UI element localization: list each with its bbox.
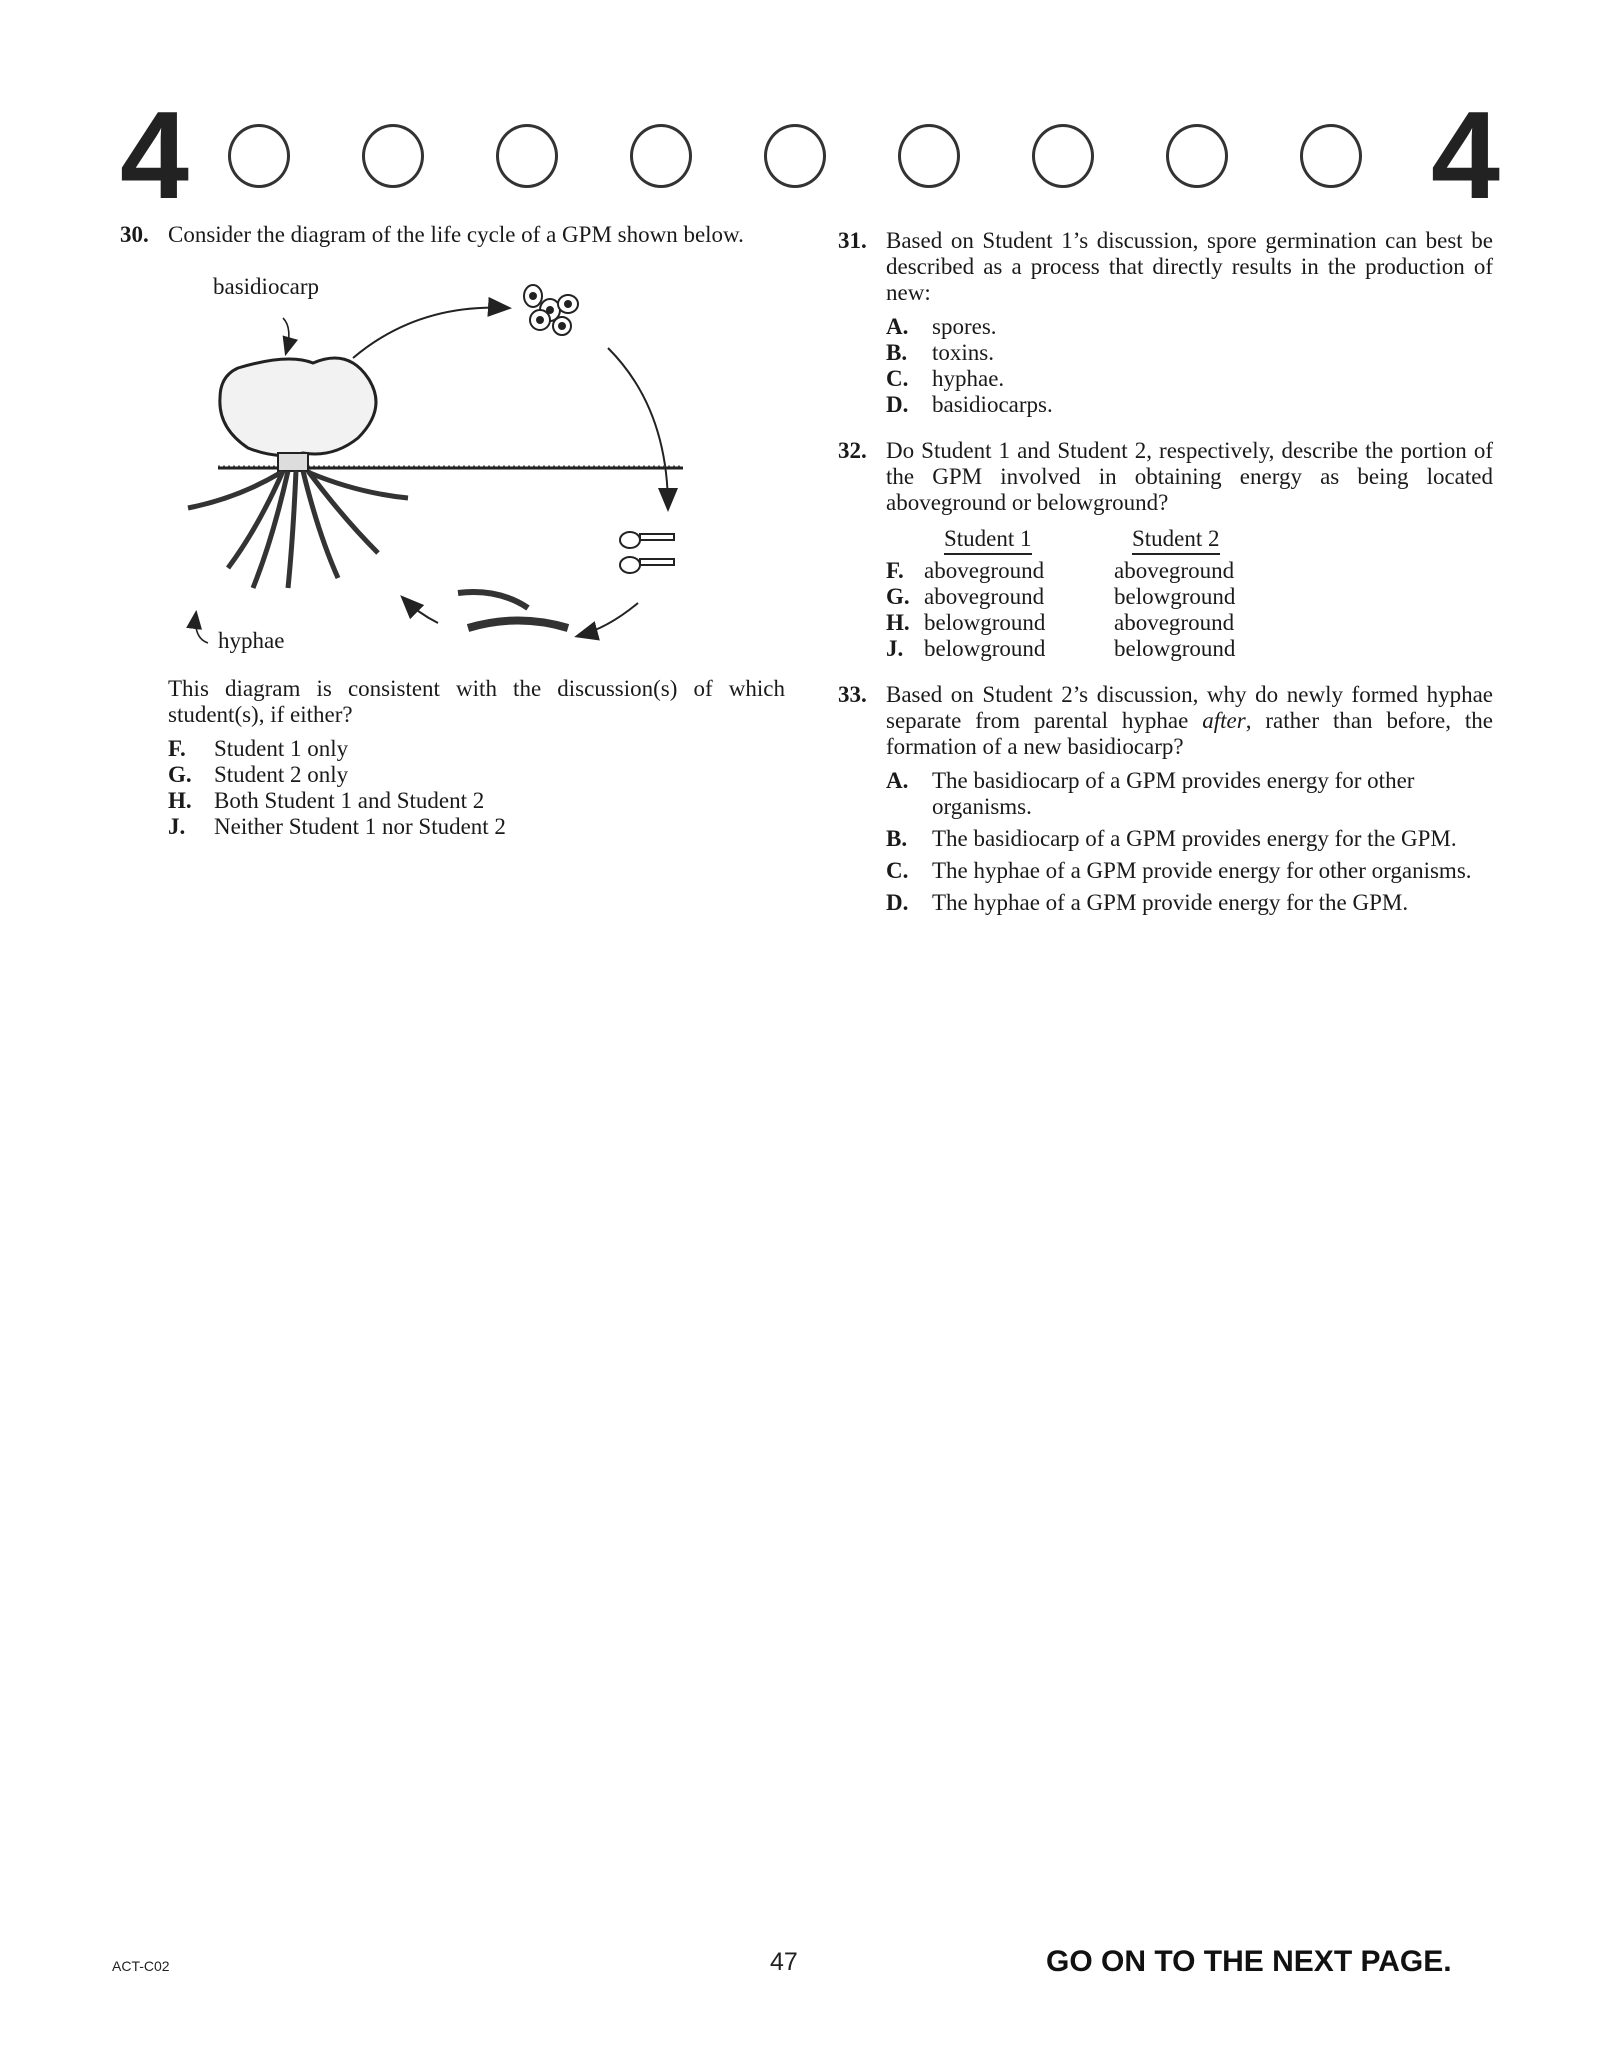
question-31 bbox=[838, 228, 1493, 418]
next-page-notice: GO ON TO THE NEXT PAGE. bbox=[1046, 1945, 1452, 1978]
option-text: Student 2 only bbox=[214, 762, 349, 787]
option-letter: C. bbox=[886, 858, 909, 883]
student-2-cell: aboveground bbox=[1114, 558, 1235, 583]
answer-option[interactable] bbox=[886, 340, 1493, 366]
answer-option[interactable] bbox=[168, 762, 785, 788]
answer-option[interactable] bbox=[886, 826, 1493, 852]
left-column bbox=[120, 222, 785, 860]
option-letter: F. bbox=[886, 558, 904, 583]
question-32 bbox=[838, 438, 1493, 662]
answer-options bbox=[168, 736, 785, 840]
arrow-to-spores bbox=[353, 308, 508, 358]
header-circle bbox=[898, 124, 960, 188]
student-1-cell: belowground bbox=[924, 610, 1046, 635]
option-letter: B. bbox=[886, 826, 908, 851]
option-letter: J. bbox=[886, 636, 904, 661]
option-letter: C. bbox=[886, 366, 909, 391]
header-circle bbox=[496, 124, 558, 188]
header-circle bbox=[1166, 124, 1228, 188]
section-number-right: 4 bbox=[1431, 87, 1500, 225]
question-33 bbox=[838, 682, 1493, 916]
option-text: The hyphae of a GPM provide energy for other organisms. bbox=[932, 858, 1472, 883]
mycelium bbox=[188, 471, 408, 588]
option-text: The basidiocarp of a GPM provides energy for other organisms. bbox=[932, 768, 1415, 819]
option-text: Neither Student 1 nor Student 2 bbox=[214, 814, 506, 839]
hyphae-label: hyphae bbox=[218, 628, 285, 653]
question-stem bbox=[886, 682, 1493, 760]
answer-options bbox=[886, 768, 1493, 916]
header-circles bbox=[228, 124, 1428, 194]
table-row[interactable] bbox=[886, 558, 1493, 584]
germinating-spores bbox=[620, 532, 674, 573]
question-number: 33. bbox=[838, 682, 867, 707]
option-text: Student 1 only bbox=[214, 736, 349, 761]
student-2-cell: belowground bbox=[1114, 584, 1236, 609]
basidiocarp-pointer bbox=[283, 318, 289, 353]
question-30-followup bbox=[120, 676, 785, 840]
life-cycle-figure bbox=[168, 268, 728, 668]
right-column bbox=[838, 228, 1493, 936]
answer-option[interactable] bbox=[886, 366, 1493, 392]
section-header bbox=[120, 87, 1500, 225]
option-text: spores. bbox=[932, 314, 997, 339]
student-1-cell: belowground bbox=[924, 636, 1046, 661]
student-2-cell: aboveground bbox=[1114, 610, 1235, 635]
basidiocarp-label: basidiocarp bbox=[213, 274, 320, 299]
question-30 bbox=[120, 222, 785, 248]
answer-option[interactable] bbox=[886, 890, 1493, 916]
option-letter: D. bbox=[886, 890, 909, 915]
option-letter: A. bbox=[886, 314, 909, 339]
answer-options bbox=[886, 314, 1493, 418]
spores bbox=[524, 285, 578, 335]
option-text: basidiocarps. bbox=[932, 392, 1053, 417]
answer-option[interactable] bbox=[886, 314, 1493, 340]
question-stem: Consider the diagram of the life cycle of a GPM shown below. bbox=[168, 222, 744, 247]
answer-option[interactable] bbox=[168, 736, 785, 762]
question-number: 30. bbox=[120, 222, 149, 247]
stem-emphasis: after bbox=[1202, 708, 1246, 733]
table-header bbox=[924, 526, 1493, 558]
section-number-left: 4 bbox=[120, 87, 189, 225]
arrow-to-mycelium bbox=[403, 598, 438, 623]
answer-option[interactable] bbox=[886, 768, 1493, 820]
header-circle bbox=[1032, 124, 1094, 188]
student-1-cell: aboveground bbox=[924, 558, 1045, 583]
arrow-to-germination bbox=[608, 348, 668, 508]
answer-option[interactable] bbox=[168, 814, 785, 840]
option-text: Both Student 1 and Student 2 bbox=[214, 788, 485, 813]
question-followup-text: This diagram is consistent with the discussion(s) of which student(s), if either? bbox=[168, 676, 785, 727]
table-row[interactable] bbox=[886, 584, 1493, 610]
answer-option[interactable] bbox=[886, 858, 1493, 884]
form-code: ACT-C02 bbox=[112, 1958, 170, 1974]
option-letter: J. bbox=[168, 814, 186, 839]
header-circle bbox=[630, 124, 692, 188]
table-row[interactable] bbox=[886, 636, 1493, 662]
column-header-student-2: Student 2 bbox=[1132, 526, 1220, 555]
question-number: 32. bbox=[838, 438, 867, 463]
header-circle bbox=[228, 124, 290, 188]
header-circle bbox=[362, 124, 424, 188]
answer-option[interactable] bbox=[886, 392, 1493, 418]
student-2-cell: belowground bbox=[1114, 636, 1236, 661]
option-letter: A. bbox=[886, 768, 909, 793]
option-letter: F. bbox=[168, 736, 186, 761]
column-header-student-1: Student 1 bbox=[944, 526, 1032, 555]
option-letter: D. bbox=[886, 392, 909, 417]
option-letter: H. bbox=[168, 788, 192, 813]
answer-option[interactable] bbox=[168, 788, 785, 814]
option-letter: G. bbox=[168, 762, 192, 787]
question-number: 31. bbox=[838, 228, 867, 253]
answer-table bbox=[886, 526, 1493, 662]
option-text: The basidiocarp of a GPM provides energy for the GPM. bbox=[932, 826, 1457, 851]
header-circle bbox=[1300, 124, 1362, 188]
option-text: The hyphae of a GPM provide energy for the GPM. bbox=[932, 890, 1409, 915]
stem-part: , rather than before, the formation of a new basidiocarp? bbox=[886, 708, 1494, 759]
question-stem: Based on Student 1’s discussion, spore germination can best be described as a process that directly results in the production of new: bbox=[886, 228, 1493, 305]
option-text: toxins. bbox=[932, 340, 994, 365]
stem-part: Based on Student 2’s discussion, why do newly formed hyphae separate from parental hyphae bbox=[886, 682, 1493, 733]
basidiocarp-shape bbox=[220, 358, 376, 456]
option-text: hyphae. bbox=[932, 366, 1005, 391]
stalk bbox=[278, 453, 308, 471]
young-hyphae bbox=[458, 592, 568, 628]
page-number: 47 bbox=[770, 1948, 798, 1976]
table-row[interactable] bbox=[886, 610, 1493, 636]
question-stem: Do Student 1 and Student 2, respectively, describe the portion of the GPM involved in obtaining energy as being located aboveground or belowground? bbox=[886, 438, 1493, 515]
life-cycle-diagram bbox=[168, 268, 728, 668]
option-letter: G. bbox=[886, 584, 910, 609]
arrow-to-hyphae bbox=[578, 603, 638, 636]
hyphae-pointer bbox=[196, 613, 209, 643]
student-1-cell: aboveground bbox=[924, 584, 1045, 609]
option-letter: B. bbox=[886, 340, 908, 365]
header-circle bbox=[764, 124, 826, 188]
option-letter: H. bbox=[886, 610, 910, 635]
